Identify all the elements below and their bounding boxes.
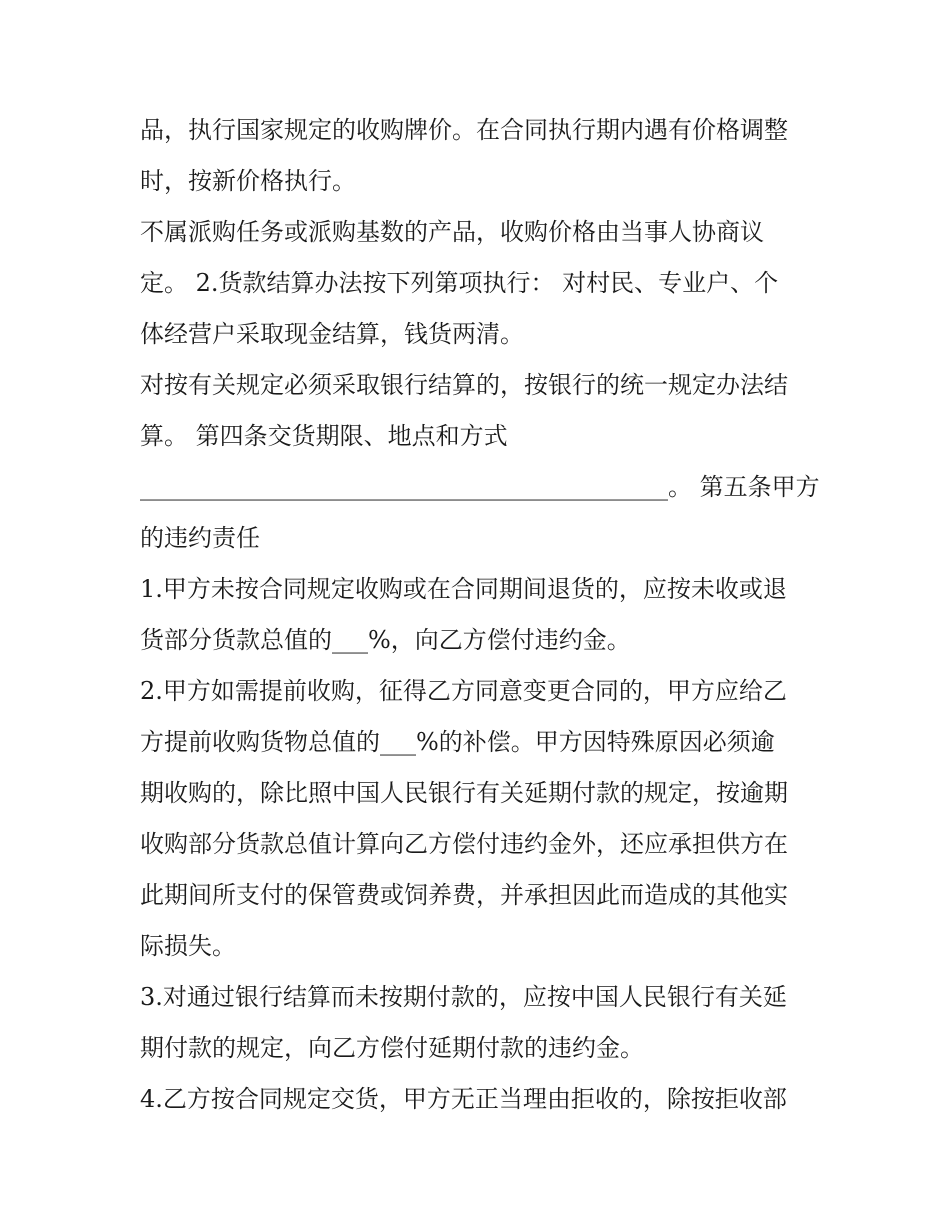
text-line-14: 期收购的，除比照中国人民银行有关延期付款的规定，按逾期 [140,779,788,807]
text-line-10: 1.甲方未按合同规定收购或在合同期间退货的，应按未收或退 [140,575,787,603]
text-line-11: 货部分货款总值的___%，向乙方偿付违约金。 [140,626,631,654]
text-line-15: 收购部分货款总值计算向乙方偿付违约金外，还应承担供方在 [140,830,788,858]
text-line-13: 方提前收购货物总值的___%的补偿。甲方因特殊原因必须逾 [140,728,775,756]
text-line-12: 2.甲方如需提前收购，征得乙方同意变更合同的，甲方应给乙 [140,677,787,705]
text-line-5: 体经营户采取现金结算，钱货两清。 [140,320,524,348]
text-line-7: 算。 第四条交货期限、地点和方式 [140,422,508,450]
text-line-2: 时，按新价格执行。 [140,167,356,195]
text-line-16: 此期间所支付的保管费或饲养费，并承担因此而造成的其他实 [140,881,788,909]
text-line-4: 定。 2.货款结算办法按下列第项执行： 对村民、专业户、个 [140,269,779,297]
text-line-3: 不属派购任务或派购基数的产品，收购价格由当事人协商议 [140,218,764,246]
text-line-20: 4.乙方按合同规定交货，甲方无正当理由拒收的，除按拒收部 [140,1085,787,1113]
text-line-6: 对按有关规定必须采取银行结算的，按银行的统一规定办法结 [140,371,788,399]
text-line-18: 3.对通过银行结算而未按期付款的，应按中国人民银行有关延 [140,983,787,1011]
text-line-17: 际损失。 [140,932,236,960]
document-page [140,105,820,1125]
text-line-8: ____________________________________________。 第五条甲方 [140,473,820,501]
text-line-1: 品，执行国家规定的收购牌价。在合同执行期内遇有价格调整 [140,116,788,144]
text-line-9: 的违约责任 [140,524,260,552]
text-line-19: 期付款的规定，向乙方偿付延期付款的违约金。 [140,1034,644,1062]
